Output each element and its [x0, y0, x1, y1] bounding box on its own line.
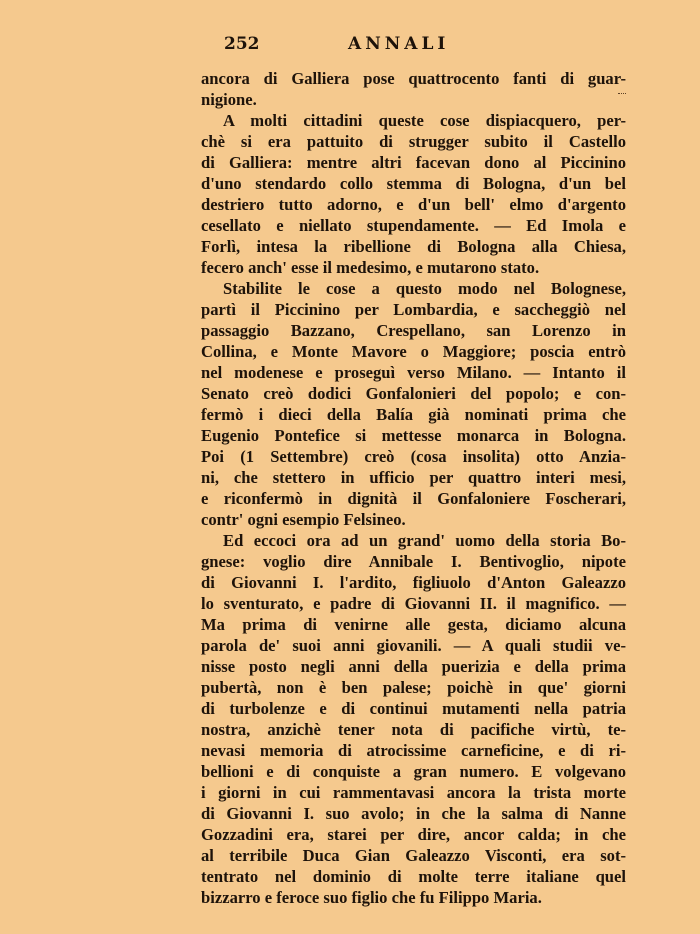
running-header	[224, 34, 470, 58]
text-line: Poi (1 Settembre) creò (cosa insolita) otto Anzia-	[201, 447, 626, 466]
text-line: e riconfermò in dignità il Gonfaloniere Foscherari,	[201, 489, 626, 508]
running-title: ANNALI	[348, 34, 450, 54]
text-line: Forlì, intesa la ribellione di Bologna alla Chiesa,	[201, 237, 626, 256]
text-line: passaggio Bazzano, Crespellano, san Lorenzo in	[201, 321, 626, 340]
text-line: i giorni in cui rammentavasi ancora la trista morte	[201, 783, 626, 802]
text-line: Gozzadini era, starei per dire, ancor calda; in che	[201, 825, 626, 844]
page-number: 252	[224, 34, 260, 54]
text-line: partì il Piccinino per Lombardia, e saccheggiò nel	[201, 300, 626, 319]
text-line: nostra, anzichè tener nota di pacifiche virtù, te-	[201, 720, 626, 739]
text-line: bizzarro e feroce suo figlio che fu Filippo Maria.	[201, 888, 542, 907]
text-line: parola de' suoi anni giovanili. — A quali studii ve-	[201, 636, 626, 655]
text-line: contr' ogni esempio Felsineo.	[201, 510, 406, 529]
text-line: gnese: voglio dire Annibale I. Bentivoglio, nipote	[201, 552, 626, 571]
text-line: Stabilite le cose a questo modo nel Bolognese,	[223, 279, 626, 298]
text-line: Collina, e Monte Mavore o Maggiore; poscia entrò	[201, 342, 626, 361]
body-text	[201, 68, 626, 908]
text-line: fermò i dieci della Balía già nominati prima che	[201, 405, 626, 424]
text-line: al terribile Duca Gian Galeazzo Visconti, era sot-	[201, 846, 626, 865]
text-line: fecero anch' esse il medesimo, e mutarono stato.	[201, 258, 540, 277]
text-line: Senato creò dodici Gonfalonieri del popolo; e con-	[201, 384, 626, 403]
text-line: nevasi memoria di atrocissime carneficine, e di ri-	[201, 741, 626, 760]
text-line: ancora di Galliera pose quattrocento fanti di guar-	[201, 69, 626, 88]
text-line: Ma prima di venirne alle gesta, diciamo alcuna	[201, 615, 626, 634]
text-line: Ed eccoci ora ad un grand' uomo della storia Bo-	[223, 531, 626, 550]
text-line: nigione.	[201, 90, 257, 109]
text-line: destriero tutto adorno, e d'un bell' elmo d'argento	[201, 195, 626, 214]
text-line: lo sventurato, e padre di Giovanni II. il magnifico. —	[201, 594, 626, 613]
text-line: d'uno stendardo collo stemma di Bologna, d'un bel	[201, 174, 626, 193]
text-line: A molti cittadini queste cose dispiacquero, per-	[223, 111, 626, 130]
text-line: bellioni e di conquiste a gran numero. E volgevano	[201, 762, 626, 781]
text-line: di Galliera: mentre altri facevan dono al Piccinino	[201, 153, 626, 172]
text-line: chè si era pattuito di strugger subito il Castello	[201, 132, 626, 151]
text-line: di turbolenze e di continui mutamenti nella patria	[201, 699, 626, 718]
text-line: tentrato nel dominio di molte terre italiane quel	[201, 867, 626, 886]
text-line: Eugenio Pontefice si mettesse monarca in Bologna.	[201, 426, 626, 445]
text-line: nel modenese e proseguì verso Milano. — Intanto il	[201, 363, 626, 382]
text-line: nisse posto negli anni della puerizia e della prima	[201, 657, 626, 676]
text-line: di Giovanni I. l'ardito, figliuolo d'Anton Galeazzo	[201, 573, 626, 592]
text-line: di Giovanni I. suo avolo; in che la salma di Nanne	[201, 804, 626, 823]
text-line: cesellato e niellato stupendamente. — Ed Imola e	[201, 216, 626, 235]
text-line: ni, che stettero in ufficio per quattro interi mesi,	[201, 468, 626, 487]
text-line: pubertà, non è ben palese; poichè in que' giorni	[201, 678, 626, 697]
